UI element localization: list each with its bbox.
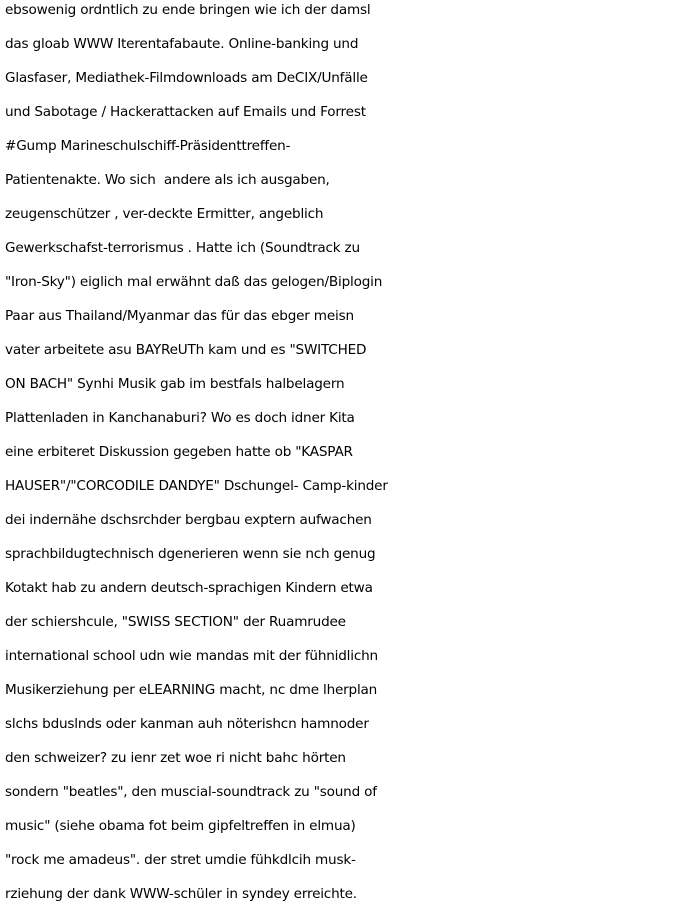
text-line: zeugenschützer , ver-deckte Ermitter, angeblich [5, 206, 324, 222]
text-line: "Iron-Sky") eiglich mal erwähnt daß das gelogen/Biplogin [5, 274, 383, 290]
text-line: Kotakt hab zu andern deutsch-sprachigen Kindern etwa [5, 580, 373, 596]
text-line: rziehung der dank WWW-schüler in syndey erreichte. [5, 886, 357, 902]
text-line: Glasfaser, Mediathek-Filmdownloads am DeCIX/Unfälle [5, 70, 368, 86]
text-line: eine erbiteret Diskussion gegeben hatte ob "KASPAR [5, 444, 353, 460]
text-line: international school udn wie mandas mit der fühnidlichn [5, 648, 378, 664]
body-text [5, 0, 684, 911]
text-line: den schweizer? zu ienr zet woe ri nicht bahc hörten [5, 750, 346, 766]
text-line: #Gump Marineschulschiff-Präsidenttreffen- [5, 138, 291, 154]
text-line: ON BACH" Synhi Musik gab im bestfals halbelagern [5, 376, 345, 392]
text-line: Patientenakte. Wo sich andere als ich ausgaben, [5, 172, 330, 188]
text-line: Gewerkschafst-terrorismus . Hatte ich (Soundtrack zu [5, 240, 360, 256]
text-line: und Sabotage / Hackerattacken auf Emails und Forrest [5, 104, 366, 120]
text-line: sondern "beatles", den muscial-soundtrack zu "sound of [5, 784, 377, 800]
text-line: dei indernähe dschsrchder bergbau exptern aufwachen [5, 512, 372, 528]
text-line: Paar aus Thailand/Myanmar das für das ebger meisn [5, 308, 354, 324]
text-line: HAUSER"/"CORCODILE DANDYE" Dschungel- Camp-kinder [5, 478, 388, 494]
text-line: Musikerziehung per eLEARNING macht, nc dme lherplan [5, 682, 378, 698]
text-line: Plattenladen in Kanchanaburi? Wo es doch idner Kita [5, 410, 355, 426]
text-line: "rock me amadeus". der stret umdie fühkdlcih musk- [5, 852, 356, 868]
text-line: sprachbildugtechnisch dgenerieren wenn sie nch genug [5, 546, 376, 562]
text-line: vater arbeitete asu BAYReUTh kam und es "SWITCHED [5, 342, 367, 358]
text-line: slchs bduslnds oder kanman auh nöterishcn hamnoder [5, 716, 369, 732]
text-line: music" (siehe obama fot beim gipfeltreffen in elmua) [5, 818, 356, 834]
text-line: der schiershcule, "SWISS SECTION" der Ruamrudee [5, 614, 346, 630]
text-line: das gloab WWW Iterentafabaute. Online-banking und [5, 36, 359, 52]
text-line: ebsowenig ordntlich zu ende bringen wie ich der damsl [5, 2, 371, 18]
